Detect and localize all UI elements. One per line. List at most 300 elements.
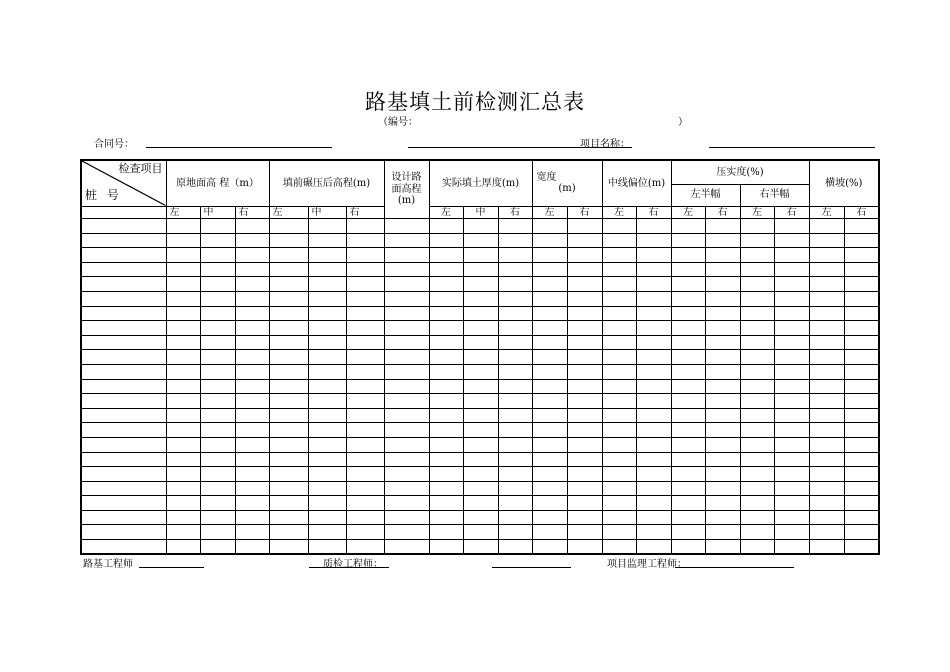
data-cell[interactable] [269,277,308,292]
data-cell[interactable] [308,379,346,394]
data-cell[interactable] [532,219,567,234]
data-cell[interactable] [200,335,235,350]
data-cell[interactable] [844,219,879,234]
pile-no-cell[interactable] [81,364,166,379]
data-cell[interactable] [308,335,346,350]
data-cell[interactable] [429,248,463,263]
data-cell[interactable] [498,364,532,379]
data-cell[interactable] [844,525,879,540]
data-cell[interactable] [567,496,602,511]
data-cell[interactable] [166,379,200,394]
data-cell[interactable] [844,277,879,292]
data-cell[interactable] [269,423,308,438]
data-cell[interactable] [166,321,200,336]
data-cell[interactable] [844,496,879,511]
data-cell[interactable] [384,248,429,263]
data-cell[interactable] [636,262,671,277]
data-cell[interactable] [429,262,463,277]
data-cell[interactable] [567,423,602,438]
data-cell[interactable] [269,394,308,409]
data-cell[interactable] [532,350,567,365]
data-cell[interactable] [200,510,235,525]
data-cell[interactable] [740,379,774,394]
pile-no-cell[interactable] [81,248,166,263]
data-cell[interactable] [671,350,705,365]
data-cell[interactable] [463,379,498,394]
data-cell[interactable] [740,423,774,438]
data-cell[interactable] [671,437,705,452]
data-cell[interactable] [809,248,844,263]
data-cell[interactable] [269,262,308,277]
data-cell[interactable] [705,423,740,438]
data-cell[interactable] [567,481,602,496]
data-cell[interactable] [346,219,384,234]
data-cell[interactable] [636,510,671,525]
data-cell[interactable] [740,306,774,321]
data-cell[interactable] [166,540,200,555]
data-cell[interactable] [602,496,636,511]
data-cell[interactable] [166,467,200,482]
data-cell[interactable] [809,233,844,248]
data-cell[interactable] [384,306,429,321]
data-cell[interactable] [567,335,602,350]
data-cell[interactable] [602,423,636,438]
data-cell[interactable] [269,510,308,525]
data-cell[interactable] [269,540,308,555]
data-cell[interactable] [384,408,429,423]
data-cell[interactable] [636,408,671,423]
data-cell[interactable] [671,467,705,482]
data-cell[interactable] [498,540,532,555]
data-cell[interactable] [463,335,498,350]
data-cell[interactable] [429,525,463,540]
data-cell[interactable] [705,350,740,365]
data-cell[interactable] [636,364,671,379]
data-cell[interactable] [567,452,602,467]
data-cell[interactable] [498,233,532,248]
data-cell[interactable] [384,525,429,540]
data-cell[interactable] [429,335,463,350]
data-cell[interactable] [636,233,671,248]
data-cell[interactable] [200,496,235,511]
data-cell[interactable] [705,262,740,277]
data-cell[interactable] [671,219,705,234]
data-cell[interactable] [166,408,200,423]
data-cell[interactable] [346,437,384,452]
data-cell[interactable] [498,291,532,306]
data-cell[interactable] [384,394,429,409]
data-cell[interactable] [567,408,602,423]
data-cell[interactable] [532,248,567,263]
data-cell[interactable] [705,233,740,248]
data-cell[interactable] [636,481,671,496]
data-cell[interactable] [809,496,844,511]
data-cell[interactable] [636,467,671,482]
data-cell[interactable] [384,510,429,525]
data-cell[interactable] [200,437,235,452]
data-cell[interactable] [235,408,269,423]
pile-no-cell[interactable] [81,452,166,467]
data-cell[interactable] [809,277,844,292]
data-cell[interactable] [809,335,844,350]
data-cell[interactable] [346,379,384,394]
data-cell[interactable] [844,510,879,525]
pile-no-cell[interactable] [81,321,166,336]
data-cell[interactable] [705,364,740,379]
subgrade-engineer-field[interactable] [139,567,204,568]
data-cell[interactable] [498,335,532,350]
pile-no-cell[interactable] [81,510,166,525]
data-cell[interactable] [498,452,532,467]
data-cell[interactable] [671,394,705,409]
data-cell[interactable] [429,496,463,511]
pile-no-cell[interactable] [81,437,166,452]
data-cell[interactable] [235,291,269,306]
data-cell[interactable] [429,423,463,438]
data-cell[interactable] [429,364,463,379]
data-cell[interactable] [740,481,774,496]
data-cell[interactable] [567,540,602,555]
data-cell[interactable] [166,452,200,467]
data-cell[interactable] [774,496,809,511]
data-cell[interactable] [567,321,602,336]
data-cell[interactable] [532,467,567,482]
data-cell[interactable] [809,525,844,540]
data-cell[interactable] [166,496,200,511]
data-cell[interactable] [498,394,532,409]
data-cell[interactable] [602,525,636,540]
data-cell[interactable] [235,540,269,555]
data-cell[interactable] [809,423,844,438]
data-cell[interactable] [636,437,671,452]
data-cell[interactable] [602,481,636,496]
data-cell[interactable] [384,496,429,511]
data-cell[interactable] [498,496,532,511]
data-cell[interactable] [844,233,879,248]
data-cell[interactable] [636,248,671,263]
data-cell[interactable] [235,481,269,496]
data-cell[interactable] [809,408,844,423]
data-cell[interactable] [235,467,269,482]
data-cell[interactable] [567,525,602,540]
data-cell[interactable] [705,321,740,336]
data-cell[interactable] [705,306,740,321]
data-cell[interactable] [602,437,636,452]
data-cell[interactable] [200,525,235,540]
data-cell[interactable] [671,510,705,525]
data-cell[interactable] [532,306,567,321]
data-cell[interactable] [384,452,429,467]
data-cell[interactable] [308,306,346,321]
data-cell[interactable] [269,248,308,263]
data-cell[interactable] [429,219,463,234]
data-cell[interactable] [705,437,740,452]
data-cell[interactable] [463,540,498,555]
data-cell[interactable] [671,248,705,263]
pile-no-cell[interactable] [81,481,166,496]
data-cell[interactable] [602,540,636,555]
data-cell[interactable] [463,510,498,525]
data-cell[interactable] [740,262,774,277]
data-cell[interactable] [809,262,844,277]
data-cell[interactable] [235,525,269,540]
data-cell[interactable] [384,379,429,394]
data-cell[interactable] [671,408,705,423]
data-cell[interactable] [269,379,308,394]
pile-no-cell[interactable] [81,540,166,555]
data-cell[interactable] [429,540,463,555]
data-cell[interactable] [567,364,602,379]
data-cell[interactable] [269,291,308,306]
data-cell[interactable] [774,364,809,379]
data-cell[interactable] [671,481,705,496]
data-cell[interactable] [740,364,774,379]
data-cell[interactable] [602,335,636,350]
data-cell[interactable] [602,219,636,234]
pile-no-cell[interactable] [81,262,166,277]
data-cell[interactable] [844,379,879,394]
data-cell[interactable] [740,233,774,248]
data-cell[interactable] [636,219,671,234]
data-cell[interactable] [429,394,463,409]
data-cell[interactable] [844,452,879,467]
data-cell[interactable] [346,233,384,248]
pile-no-cell[interactable] [81,350,166,365]
data-cell[interactable] [463,496,498,511]
data-cell[interactable] [269,437,308,452]
data-cell[interactable] [844,335,879,350]
data-cell[interactable] [429,277,463,292]
data-cell[interactable] [809,437,844,452]
data-cell[interactable] [809,321,844,336]
data-cell[interactable] [429,452,463,467]
data-cell[interactable] [774,277,809,292]
data-cell[interactable] [809,219,844,234]
data-cell[interactable] [166,291,200,306]
data-cell[interactable] [346,321,384,336]
data-cell[interactable] [774,510,809,525]
data-cell[interactable] [844,306,879,321]
data-cell[interactable] [308,437,346,452]
data-cell[interactable] [705,394,740,409]
data-cell[interactable] [166,481,200,496]
data-cell[interactable] [200,379,235,394]
data-cell[interactable] [602,262,636,277]
data-cell[interactable] [602,379,636,394]
data-cell[interactable] [463,452,498,467]
data-cell[interactable] [809,379,844,394]
data-cell[interactable] [429,437,463,452]
data-cell[interactable] [567,248,602,263]
data-cell[interactable] [636,525,671,540]
data-cell[interactable] [308,452,346,467]
data-cell[interactable] [346,496,384,511]
data-cell[interactable] [308,540,346,555]
data-cell[interactable] [774,525,809,540]
data-cell[interactable] [269,306,308,321]
data-cell[interactable] [235,248,269,263]
data-cell[interactable] [463,321,498,336]
data-cell[interactable] [636,496,671,511]
data-cell[interactable] [705,248,740,263]
data-cell[interactable] [235,321,269,336]
data-cell[interactable] [498,306,532,321]
data-cell[interactable] [844,437,879,452]
data-cell[interactable] [844,350,879,365]
data-cell[interactable] [498,350,532,365]
data-cell[interactable] [308,496,346,511]
data-cell[interactable] [532,394,567,409]
data-cell[interactable] [269,408,308,423]
project-field[interactable] [709,147,875,148]
data-cell[interactable] [384,335,429,350]
data-cell[interactable] [166,277,200,292]
data-cell[interactable] [384,277,429,292]
data-cell[interactable] [602,408,636,423]
data-cell[interactable] [498,481,532,496]
data-cell[interactable] [532,481,567,496]
data-cell[interactable] [498,248,532,263]
data-cell[interactable] [269,321,308,336]
data-cell[interactable] [235,379,269,394]
data-cell[interactable] [705,525,740,540]
data-cell[interactable] [308,481,346,496]
data-cell[interactable] [844,467,879,482]
data-cell[interactable] [602,350,636,365]
data-cell[interactable] [774,291,809,306]
data-cell[interactable] [844,364,879,379]
data-cell[interactable] [844,408,879,423]
data-cell[interactable] [235,350,269,365]
data-cell[interactable] [346,540,384,555]
data-cell[interactable] [774,379,809,394]
data-cell[interactable] [308,321,346,336]
data-cell[interactable] [740,437,774,452]
data-cell[interactable] [200,408,235,423]
data-cell[interactable] [532,510,567,525]
data-cell[interactable] [809,364,844,379]
data-cell[interactable] [269,233,308,248]
data-cell[interactable] [740,540,774,555]
data-cell[interactable] [532,525,567,540]
data-cell[interactable] [532,262,567,277]
data-cell[interactable] [740,321,774,336]
data-cell[interactable] [384,540,429,555]
data-cell[interactable] [567,233,602,248]
data-cell[interactable] [346,248,384,263]
data-cell[interactable] [200,394,235,409]
data-cell[interactable] [671,291,705,306]
data-cell[interactable] [463,437,498,452]
data-cell[interactable] [166,510,200,525]
data-cell[interactable] [844,248,879,263]
data-cell[interactable] [235,394,269,409]
data-cell[interactable] [671,321,705,336]
pile-no-cell[interactable] [81,233,166,248]
data-cell[interactable] [567,262,602,277]
data-cell[interactable] [636,540,671,555]
data-cell[interactable] [463,423,498,438]
data-cell[interactable] [705,219,740,234]
pile-no-cell[interactable] [81,291,166,306]
data-cell[interactable] [705,335,740,350]
data-cell[interactable] [774,481,809,496]
data-cell[interactable] [429,379,463,394]
data-cell[interactable] [308,248,346,263]
data-cell[interactable] [602,394,636,409]
data-cell[interactable] [671,496,705,511]
data-cell[interactable] [346,350,384,365]
data-cell[interactable] [346,291,384,306]
data-cell[interactable] [269,496,308,511]
data-cell[interactable] [166,350,200,365]
data-cell[interactable] [705,540,740,555]
data-cell[interactable] [636,277,671,292]
data-cell[interactable] [200,262,235,277]
data-cell[interactable] [498,423,532,438]
data-cell[interactable] [463,306,498,321]
data-cell[interactable] [602,306,636,321]
data-cell[interactable] [346,364,384,379]
data-cell[interactable] [429,510,463,525]
data-cell[interactable] [429,321,463,336]
data-cell[interactable] [200,452,235,467]
data-cell[interactable] [567,350,602,365]
data-cell[interactable] [532,437,567,452]
data-cell[interactable] [463,408,498,423]
data-cell[interactable] [346,525,384,540]
data-cell[interactable] [384,219,429,234]
data-cell[interactable] [844,291,879,306]
data-cell[interactable] [532,408,567,423]
data-cell[interactable] [346,394,384,409]
data-cell[interactable] [166,335,200,350]
data-cell[interactable] [532,233,567,248]
data-cell[interactable] [463,364,498,379]
data-cell[interactable] [602,364,636,379]
data-cell[interactable] [844,321,879,336]
data-cell[interactable] [235,277,269,292]
data-cell[interactable] [463,525,498,540]
data-cell[interactable] [809,510,844,525]
data-cell[interactable] [200,321,235,336]
data-cell[interactable] [308,525,346,540]
data-cell[interactable] [567,467,602,482]
data-cell[interactable] [740,248,774,263]
data-cell[interactable] [269,335,308,350]
data-cell[interactable] [235,496,269,511]
data-cell[interactable] [308,510,346,525]
data-cell[interactable] [235,219,269,234]
data-cell[interactable] [166,525,200,540]
data-cell[interactable] [346,277,384,292]
data-cell[interactable] [346,423,384,438]
data-cell[interactable] [498,277,532,292]
data-cell[interactable] [235,452,269,467]
data-cell[interactable] [636,423,671,438]
data-cell[interactable] [166,364,200,379]
data-cell[interactable] [346,335,384,350]
data-cell[interactable] [384,350,429,365]
pile-no-cell[interactable] [81,335,166,350]
data-cell[interactable] [636,321,671,336]
data-cell[interactable] [429,467,463,482]
pile-no-cell[interactable] [81,496,166,511]
data-cell[interactable] [705,379,740,394]
data-cell[interactable] [200,350,235,365]
data-cell[interactable] [532,277,567,292]
data-cell[interactable] [346,467,384,482]
